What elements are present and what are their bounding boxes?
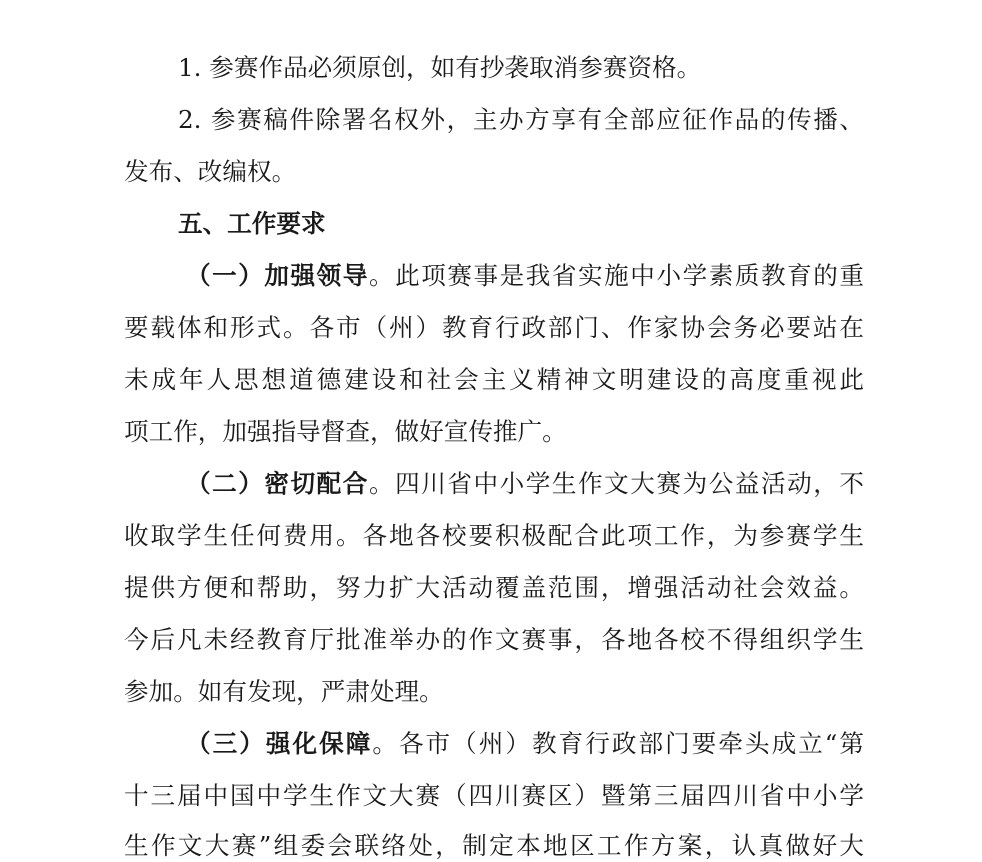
item-3-line-1: [186, 728, 864, 760]
item-3-line-3: 生作文大赛”组委会联络处，制定本地区工作方案，认真做好大: [124, 831, 864, 860]
item-1-lead: （一）加强领导: [186, 261, 369, 290]
rule-2-line-1: 2. 参赛稿件除署名权外，主办方享有全部应征作品的传播、: [178, 105, 864, 134]
item-3-lead: （三）强化保障: [186, 729, 373, 758]
item-3-text: 。各市（州）教育行政部门要牵头成立“第: [372, 729, 864, 758]
section-heading: 五、工作要求: [178, 209, 326, 238]
item-2-line-1: [186, 468, 864, 500]
item-1-line-3: 未成年人思想道德建设和社会主义精神文明建设的高度重视此: [124, 365, 864, 394]
item-3-line-2: 十三届中国中学生作文大赛（四川赛区）暨第三届四川省中小学: [124, 781, 864, 810]
item-2-line-3: 提供方便和帮助，努力扩大活动覆盖范围，增强活动社会效益。: [124, 573, 864, 602]
rule-2-line-2: 发布、改编权。: [124, 157, 297, 186]
item-2-line-5: 参加。如有发现，严肃处理。: [124, 677, 444, 706]
rule-1: 1. 参赛作品必须原创，如有抄袭取消参赛资格。: [178, 53, 702, 82]
item-2-lead: （二）密切配合: [186, 469, 369, 498]
item-1-text: 。此项赛事是我省实施中小学素质教育的重: [368, 261, 864, 290]
item-1-line-4: 项工作，加强指导督查，做好宣传推广。: [124, 417, 567, 446]
item-1-line-2: 要载体和形式。各市（州）教育行政部门、作家协会务必要站在: [124, 313, 864, 342]
item-2-text: 。四川省中小学生作文大赛为公益活动，不: [368, 469, 864, 498]
item-2-line-2: 收取学生任何费用。各地各校要积极配合此项工作，为参赛学生: [124, 521, 864, 550]
item-1-line-1: [186, 260, 864, 292]
item-2-line-4: 今后凡未经教育厅批准举办的作文赛事，各地各校不得组织学生: [124, 625, 864, 654]
